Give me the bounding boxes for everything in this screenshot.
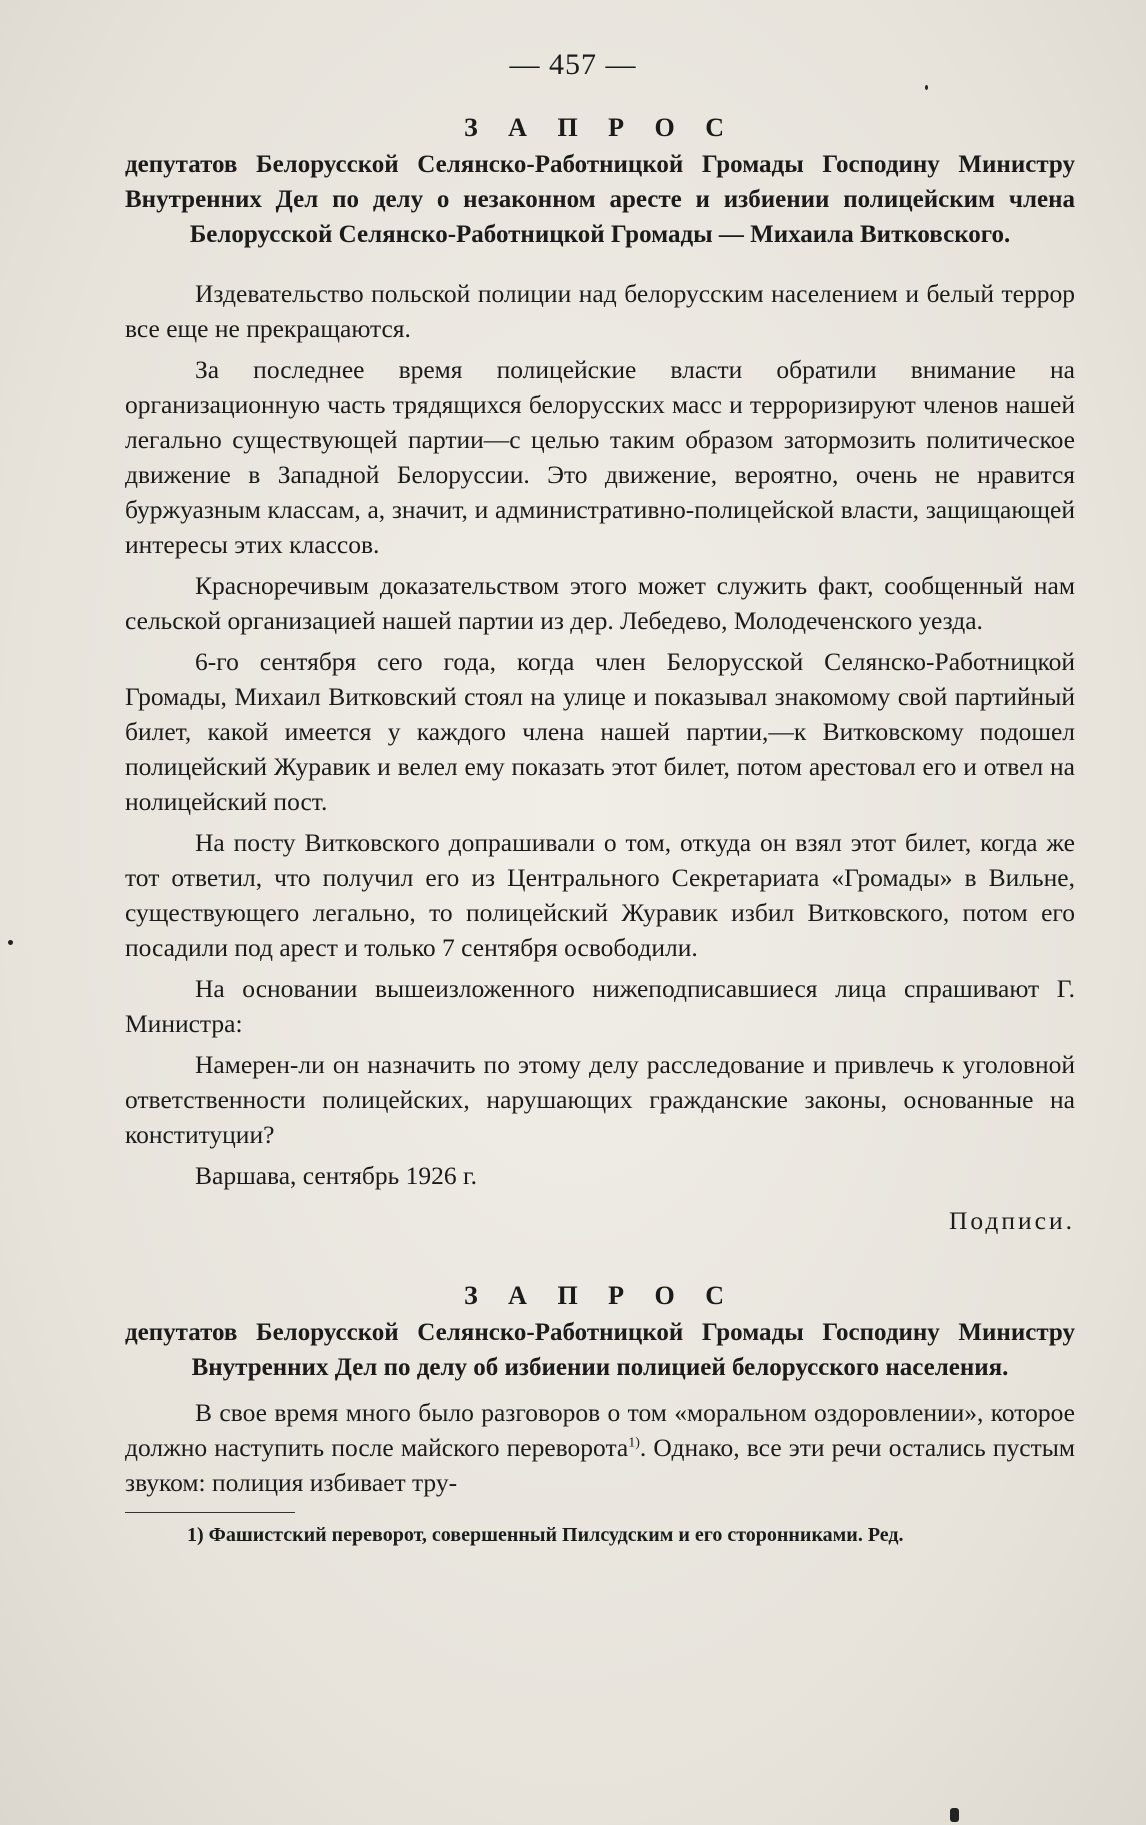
scan-speck <box>8 940 13 945</box>
scan-speck <box>925 85 928 90</box>
scan-speck <box>950 1808 959 1822</box>
section2-paragraph-1 <box>125 1395 1075 1500</box>
section1-heading: депутатов Белорусской Селянско-Работницкой Громады Господину Министру Внутренних Дел по делу о незаконном аресте и избиении полицейским члена Белорусской Селянско-Работницкой Громады — Михаила Витковского. <box>125 151 1075 248</box>
section1-paragraph-3: Красноречивым доказательством этого может служить факт, сообщенный нам сельской организацией нашей партии из дер. Лебедево, Молодеченского уезда. <box>125 571 1075 635</box>
section1-paragraph-4: 6-го сентября сего года, когда член Белорусской Селянско-Работницкой Громады, Михаил Витковский стоял на улице и показывал знакомому свой партийный билет, какой имеется у каждого члена нашей партии,—к Витковскому подошел полицейский Журавик и велел ему показать этот билет, потом арестовал его и отвел на нолицейский пост. <box>125 647 1075 816</box>
footnote <box>125 1521 1075 1549</box>
section1-paragraph-1: Издевательство польской полиции над белорусским населением и белый террор все еще не прекращаются. <box>125 279 1075 343</box>
page-number: — 457 — <box>509 48 637 81</box>
section2-paragraph-text-before: В свое время много было разговоров о том «моральном оздоровлении», которое должно наступить после майского переворота <box>125 1398 1075 1462</box>
page-content <box>125 110 1075 1549</box>
footnote-reference: 1) <box>628 1435 640 1451</box>
section1-paragraph-2: За последнее время полицейские власти обратили внимание на организационную часть трядящихся белорусских масс и терроризируют членов нашей легально существующей партии—с целью таким образом затормозить политическое движение в Западной Белоруссии. Это движение, вероятно, очень не нравится буржуазным классам, а, значит, и административно-полицейской власти, защищающей интересы этих классов. <box>125 355 1075 559</box>
footnote-divider <box>125 1512 295 1513</box>
section2-heading: депутатов Белорусской Селянско-Работницкой Громады Господину Министру Внутренних Дел по делу об избиении полицией белорусского населения. <box>125 1319 1075 1381</box>
section1-paragraph-7: Намерен-ли он назначить по этому делу расследование и привлечь к уголовной ответственности полицейских, нарушающих гражданские законы, основанные на конституции? <box>125 1050 1075 1149</box>
footnote-mark: 1) <box>187 1524 204 1546</box>
section1-paragraph-6: На основании вышеизложенного нижеподписавшиеся лица спрашивают Г. Министра: <box>125 974 1075 1038</box>
footnote-text: Фашистский переворот, совершенный Пилсудским и его сторонниками. Ред. <box>208 1524 904 1546</box>
section2-paragraph-text-after: . Однако, все эти речи остались пустым звуком: полиция избивает тру- <box>125 1433 1075 1497</box>
section1-paragraph-5: На посту Витковского допрашивали о том, откуда он взял этот билет, когда же тот ответил, что получил его из Центрального Секретариата «Громады» в Вильне, существующего легально, то полицейский Журавик избил Витковского, потом его посадили под арест и только 7 сентября освободили. <box>125 828 1075 962</box>
section2-title: З А П Р О С <box>463 1281 737 1310</box>
signature-line: Подписи. <box>948 1206 1075 1235</box>
section1-date-line: Варшава, сентябрь 1926 г. <box>195 1161 477 1190</box>
section1-title: З А П Р О С <box>463 113 737 142</box>
